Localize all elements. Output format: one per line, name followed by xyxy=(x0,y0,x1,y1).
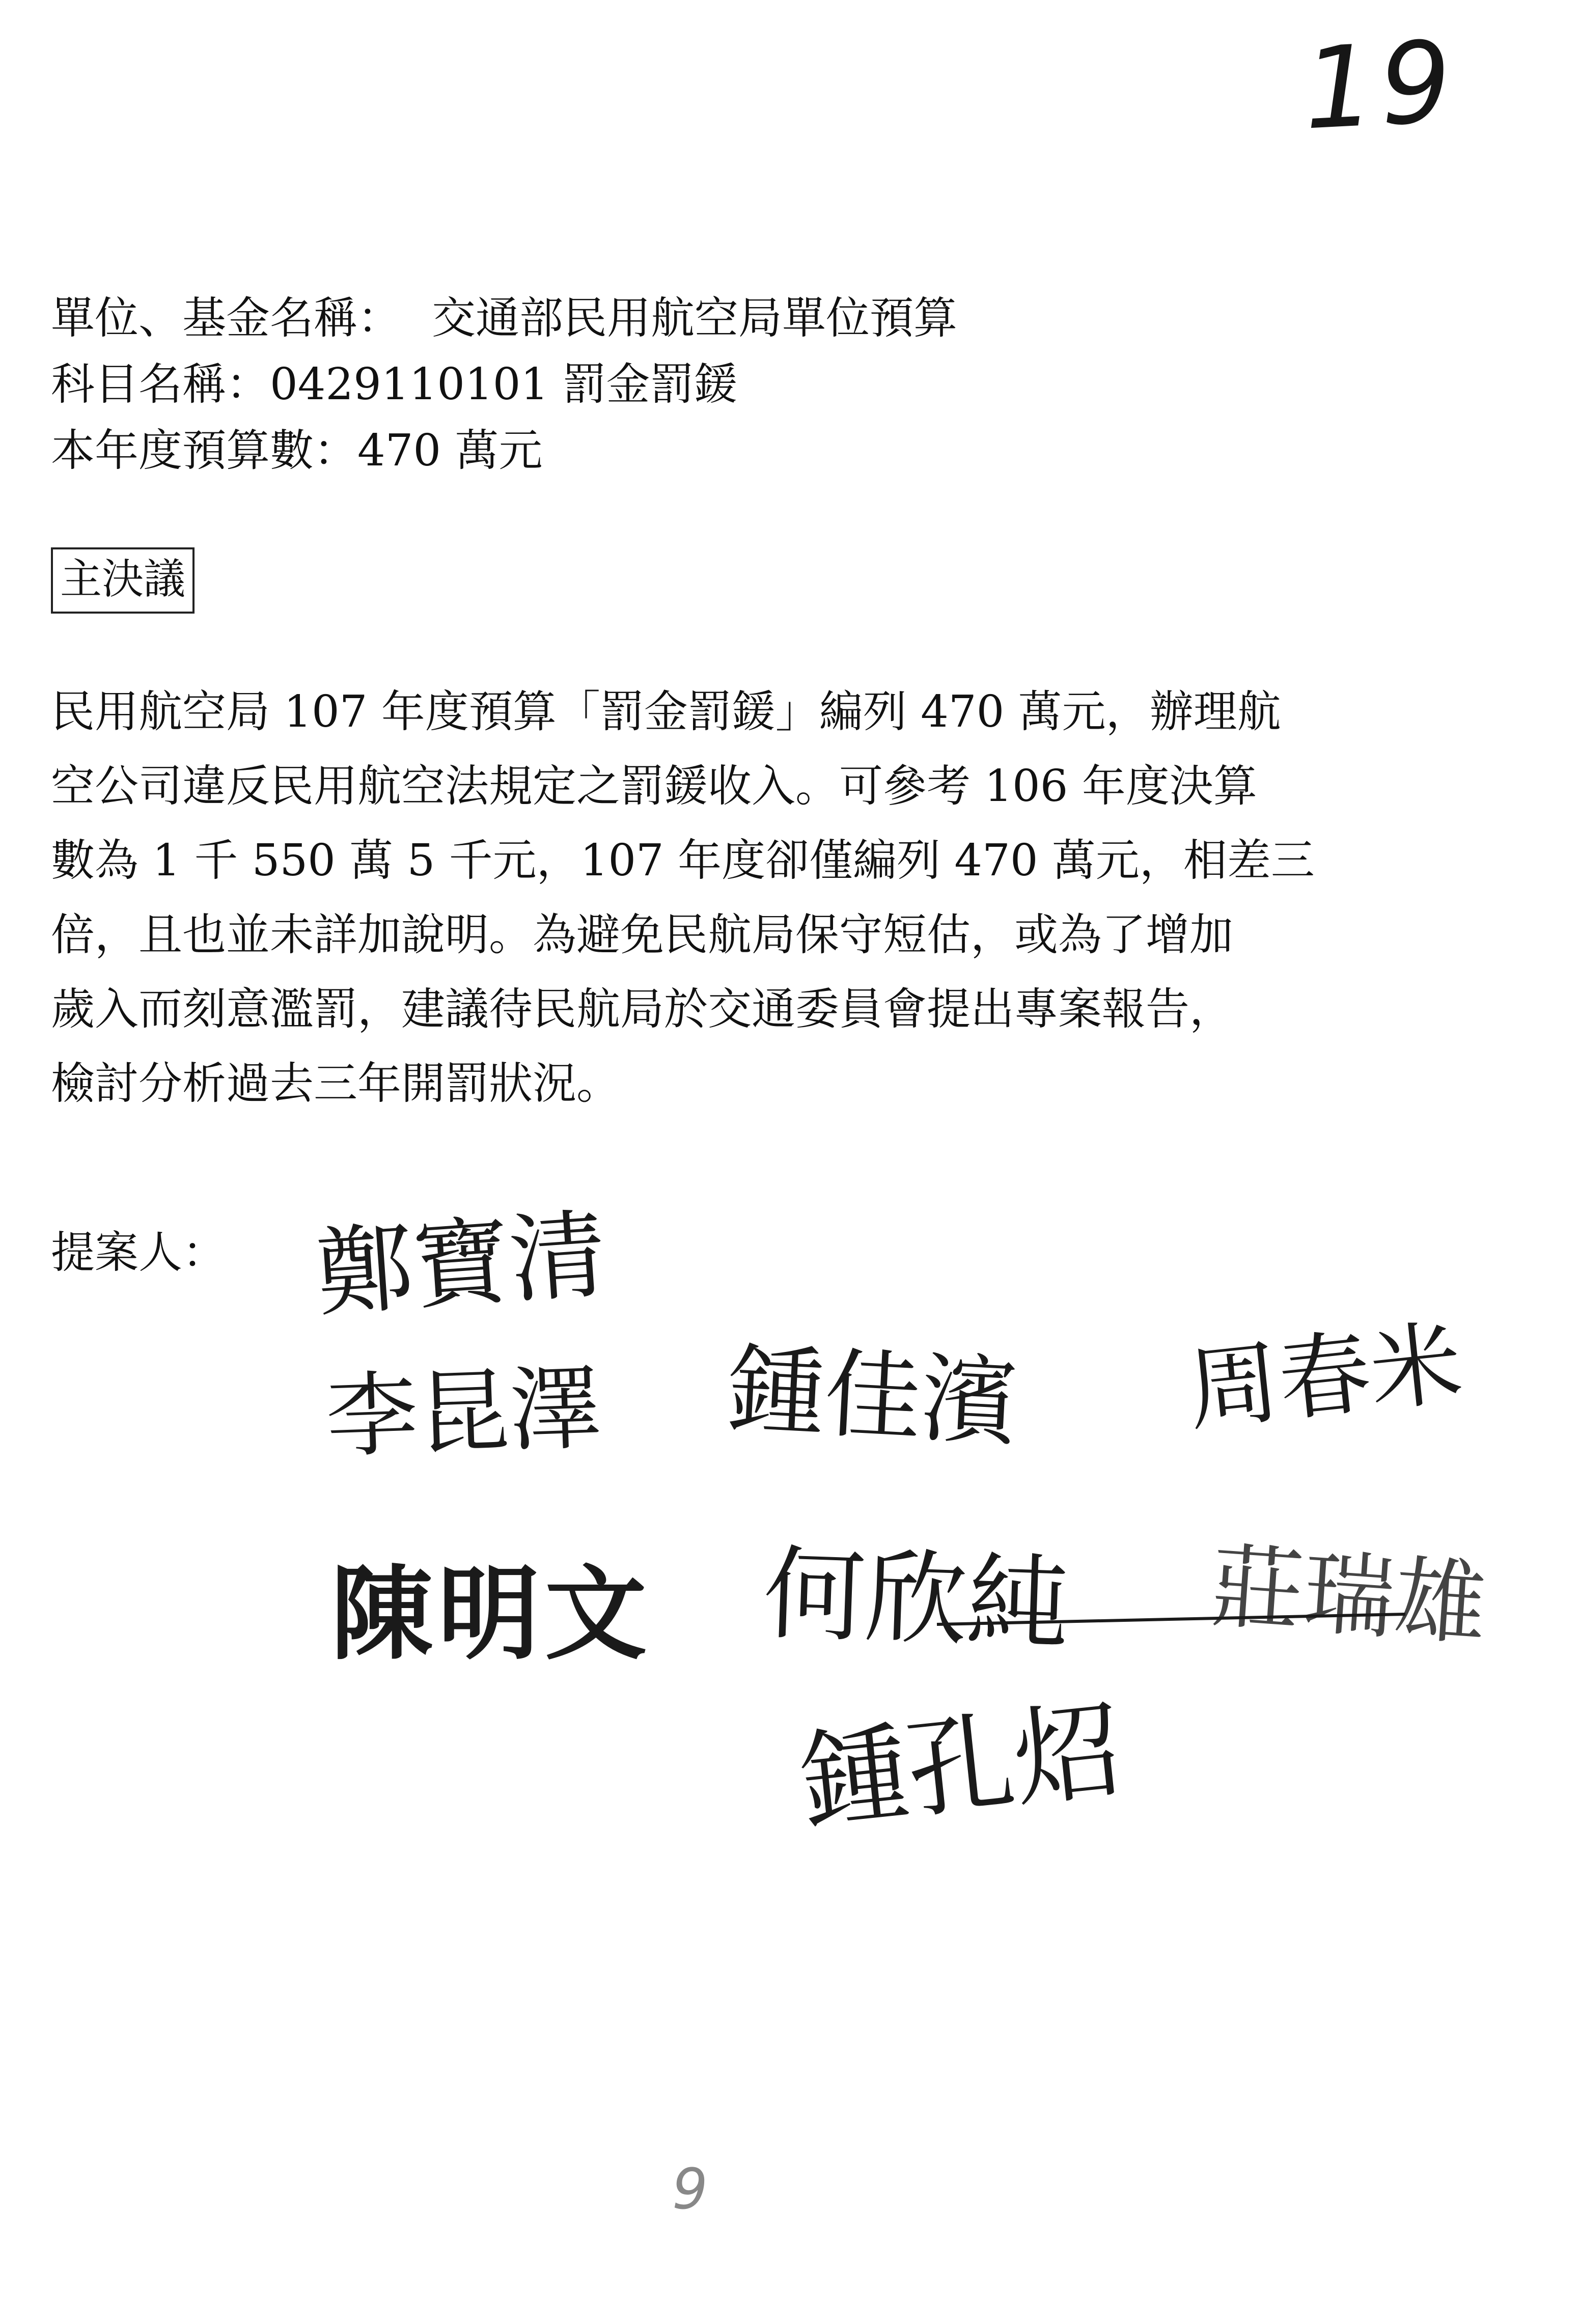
body-line: 檢討分析過去三年開罰狀況。 xyxy=(51,1058,620,1109)
proposer-label: 提案人： xyxy=(51,1227,226,1278)
body-line: 數為 1 千 550 萬 5 千元，107 年度卻僅編列 470 萬元，相差三 xyxy=(51,835,1315,886)
signature: 莊瑞雄 xyxy=(1208,1533,1490,1659)
budget-line xyxy=(51,418,1528,484)
signature: 李昆澤 xyxy=(324,1354,603,1471)
signature: 陳明文 xyxy=(331,1555,652,1674)
page-number-top: 19 xyxy=(1300,16,1460,155)
budget-label: 本年度預算數： xyxy=(51,425,357,476)
account-label: 科目名稱： xyxy=(51,359,270,410)
account-value: 0429110101 罰金罰鍰 xyxy=(270,359,738,410)
signature: 何欣純 xyxy=(761,1534,1071,1664)
body-line: 民用航空局 107 年度預算「罰金罰鍰」編列 470 萬元，辦理航 xyxy=(51,686,1281,737)
header-block xyxy=(51,285,1528,484)
unit-fund-label: 單位、基金名稱： xyxy=(51,293,401,344)
unit-fund-line xyxy=(51,285,1528,351)
signature: 周春米 xyxy=(1182,1310,1467,1445)
account-line xyxy=(51,351,1528,418)
budget-value: 470 萬元 xyxy=(357,425,543,476)
body-line: 空公司違反民用航空法規定之罰鍰收入。可參考 106 年度決算 xyxy=(51,761,1257,812)
resolution-body xyxy=(51,675,1436,1121)
signature: 鍾孔炤 xyxy=(794,1687,1127,1845)
signature: 鍾佳濱 xyxy=(725,1333,1021,1460)
page-number-bottom: 9 xyxy=(672,2156,708,2222)
unit-fund-value: 交通部民用航空局單位預算 xyxy=(432,293,957,344)
body-line: 倍，且也並未詳加說明。為避免民航局保守短估，或為了增加 xyxy=(51,909,1233,960)
signature: 鄭寶清 xyxy=(313,1198,611,1331)
resolution-label: 主決議 xyxy=(51,547,195,614)
body-line: 歲入而刻意濫罰，建議待民航局於交通委員會提出專案報告， xyxy=(51,984,1233,1035)
